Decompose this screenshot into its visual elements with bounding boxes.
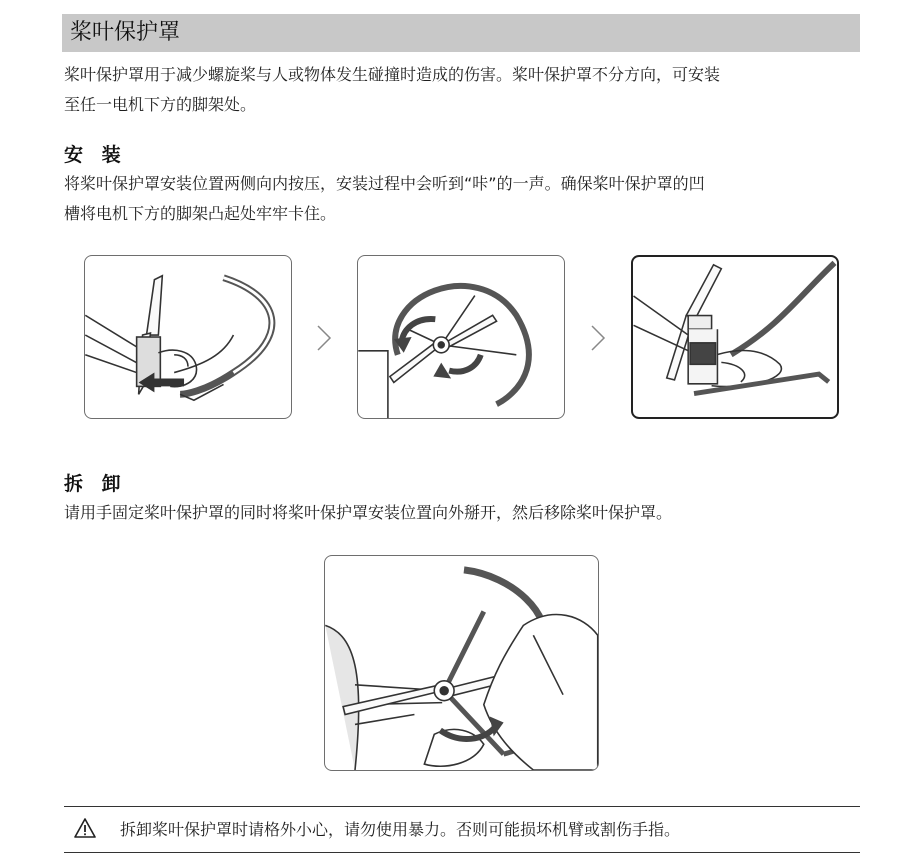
intro-paragraph	[64, 60, 864, 120]
warning-note	[64, 808, 860, 848]
note-top-rule	[64, 806, 860, 807]
install-step-1-illustration	[84, 255, 292, 419]
warning-text: 拆卸桨叶保护罩时请格外小心，请勿使用暴力。否则可能损坏机臂或割伤手指。	[120, 819, 681, 839]
install-step-2-illustration	[357, 255, 565, 419]
install-line-1: 将桨叶保护罩安装位置两侧向内按压，安装过程中会听到“咔”的一声。确保桨叶保护罩的凹	[64, 174, 705, 193]
install-heading: 安 装	[64, 144, 127, 166]
install-paragraph	[64, 169, 864, 229]
warning-triangle-icon	[74, 817, 96, 839]
removal-line-1: 请用手固定桨叶保护罩的同时将桨叶保护罩安装位置向外掰开，然后移除桨叶保护罩。	[64, 503, 673, 522]
intro-line-1: 桨叶保护罩用于减少螺旋桨与人或物体发生碰撞时造成的伤害。桨叶保护罩不分方向，可安装	[64, 65, 721, 84]
install-step-3-illustration	[631, 255, 839, 419]
install-line-2: 槽将电机下方的脚架凸起处牢牢卡住。	[64, 204, 337, 223]
note-bottom-rule	[64, 852, 860, 853]
section-title: 桨叶保护罩	[62, 14, 860, 52]
chevron-right-icon	[590, 324, 606, 356]
removal-paragraph	[64, 498, 864, 528]
removal-heading: 拆 卸	[64, 473, 127, 495]
removal-illustration	[324, 555, 599, 771]
intro-line-2: 至任一电机下方的脚架处。	[64, 95, 257, 114]
chevron-right-icon	[316, 324, 332, 356]
